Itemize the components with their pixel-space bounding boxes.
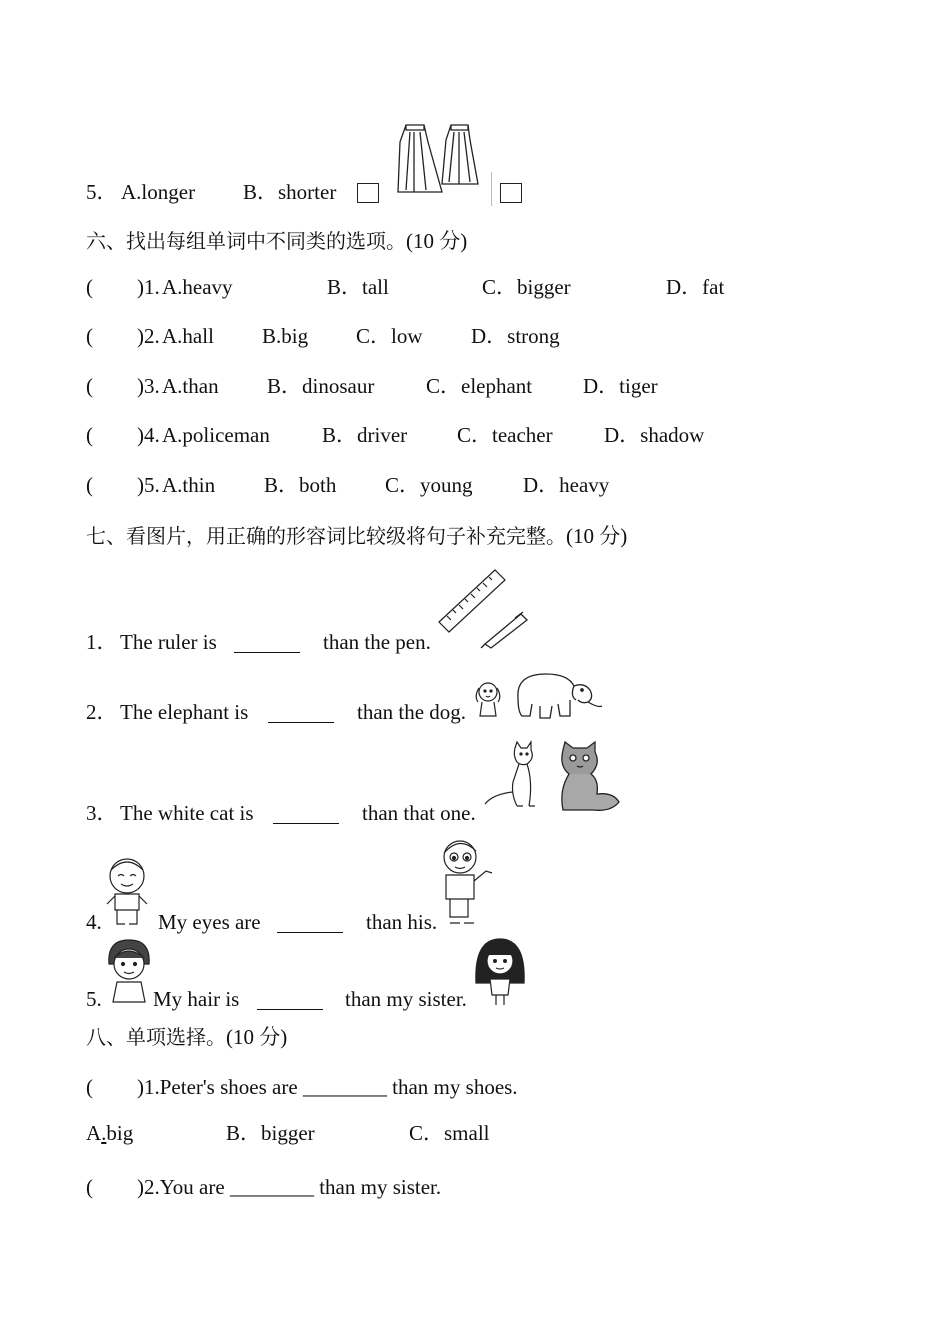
s6-q4-option-b: B．driver [322, 423, 408, 447]
s8-q1-blank[interactable]: ________ [302, 1075, 387, 1099]
s8-q1-paren[interactable]: ( [86, 1075, 93, 1099]
pen-icon [481, 612, 527, 648]
s6-q3-option-a: A.than [162, 374, 219, 398]
s7-q1-before: The ruler is [120, 630, 217, 654]
s6-q2-paren[interactable]: ( [86, 324, 93, 348]
s7-q5-number: 5. [86, 987, 102, 1011]
s8-q2-stem: )2.You are ________ than my sister. [137, 1175, 442, 1199]
s6-q1-option-c: C．bigger [482, 275, 571, 299]
q5-answer-box-1[interactable] [357, 183, 379, 203]
s8-q1-stem: )1.Peter's shoes are ________ than my shoes. [137, 1075, 518, 1099]
s7-q2-after: than the dog. [357, 700, 467, 724]
s6-q5-option-b: B．both [264, 473, 337, 497]
s6-q1-number: )1. [137, 275, 160, 299]
s6-q5-number: )5. [137, 473, 160, 497]
s6-q1-option-b: B．tall [327, 275, 389, 299]
s6-q2-option-a: A.hall [162, 324, 214, 348]
s6-q2-option-c: C．low [356, 324, 423, 348]
s6-q2-option-d: D．strong [471, 324, 560, 348]
s6-q3-option-b: B．dinosaur [267, 374, 375, 398]
q5-option-b: B．shorter [243, 180, 337, 204]
s6-q4-option-c: C．teacher [457, 423, 553, 447]
s6-q2-number: )2. [137, 324, 160, 348]
s7-q4-number: 4. [86, 910, 102, 934]
girl-long-hair-icon [472, 935, 528, 1009]
s6-q4-option-a: A.policeman [162, 423, 270, 447]
s6-q5-option-a: A.thin [162, 473, 216, 497]
s6-q1-option-a: A.heavy [162, 275, 233, 299]
s6-q3-option-c: C．elephant [426, 374, 533, 398]
section7-heading: 七、看图片，用正确的形容词比较级将句子补充完整。(10 分) [86, 524, 628, 548]
s7-q1-after: than the pen. [323, 630, 431, 654]
s6-q4-number: )4. [137, 423, 160, 447]
s7-q5-before: My hair is [153, 987, 240, 1011]
s7-q3-after: than that one. [362, 801, 476, 825]
s7-q4-after: than his. [366, 910, 438, 934]
white-cat-icon [483, 742, 543, 810]
s8-q2-blank[interactable]: ________ [229, 1175, 314, 1199]
image-divider [491, 172, 492, 206]
q5-number: 5． [86, 180, 118, 204]
s7-q3-number: 3． [86, 801, 118, 825]
s7-q1-blank[interactable] [234, 634, 300, 653]
q5-answer-box-2[interactable] [500, 183, 522, 203]
boy-small-eyes-icon [103, 856, 153, 930]
s7-q4-blank[interactable] [277, 914, 343, 933]
s6-q1-option-d: D．fat [666, 275, 725, 299]
s7-q5-blank[interactable] [257, 991, 323, 1010]
section6-heading: 六、找出每组单词中不同类的选项。(10 分) [86, 229, 468, 253]
s6-q3-option-d: D．tiger [583, 374, 658, 398]
skirt-icon [396, 122, 486, 196]
ruler-icon [437, 566, 529, 648]
q5-option-a: A.longer [121, 180, 196, 204]
s7-q4-before: My eyes are [158, 910, 261, 934]
section8-heading: 八、单项选择。(10 分) [86, 1025, 288, 1049]
s8-q1-option-b: B．bigger [226, 1121, 315, 1145]
s7-q2-number: 2． [86, 700, 118, 724]
s6-q1-paren[interactable]: ( [86, 275, 93, 299]
s6-q2-option-b: B.big [262, 324, 309, 348]
s7-q5-after: than my sister. [345, 987, 467, 1011]
dog-icon [472, 680, 506, 720]
s6-q4-option-d: D．shadow [604, 423, 705, 447]
s7-q2-blank[interactable] [268, 704, 334, 723]
s6-q5-paren[interactable]: ( [86, 473, 93, 497]
s6-q3-number: )3. [137, 374, 160, 398]
girl-short-hair-icon [103, 938, 155, 1006]
s6-q5-option-c: C．young [385, 473, 473, 497]
elephant-icon [512, 668, 606, 720]
s6-q3-paren[interactable]: ( [86, 374, 93, 398]
s8-q2-paren[interactable]: ( [86, 1175, 93, 1199]
s6-q5-option-d: D．heavy [523, 473, 610, 497]
s7-q3-before: The white cat is [120, 801, 254, 825]
s6-q4-paren[interactable]: ( [86, 423, 93, 447]
s8-q1-option-c: C．small [409, 1121, 490, 1145]
s7-q1-number: 1． [86, 630, 118, 654]
s7-q3-blank[interactable] [273, 805, 339, 824]
grey-cat-icon [553, 740, 623, 818]
s7-q2-before: The elephant is [120, 700, 249, 724]
boy-big-eyes-icon [438, 837, 496, 929]
s8-q1-option-a: A.big [86, 1121, 134, 1145]
